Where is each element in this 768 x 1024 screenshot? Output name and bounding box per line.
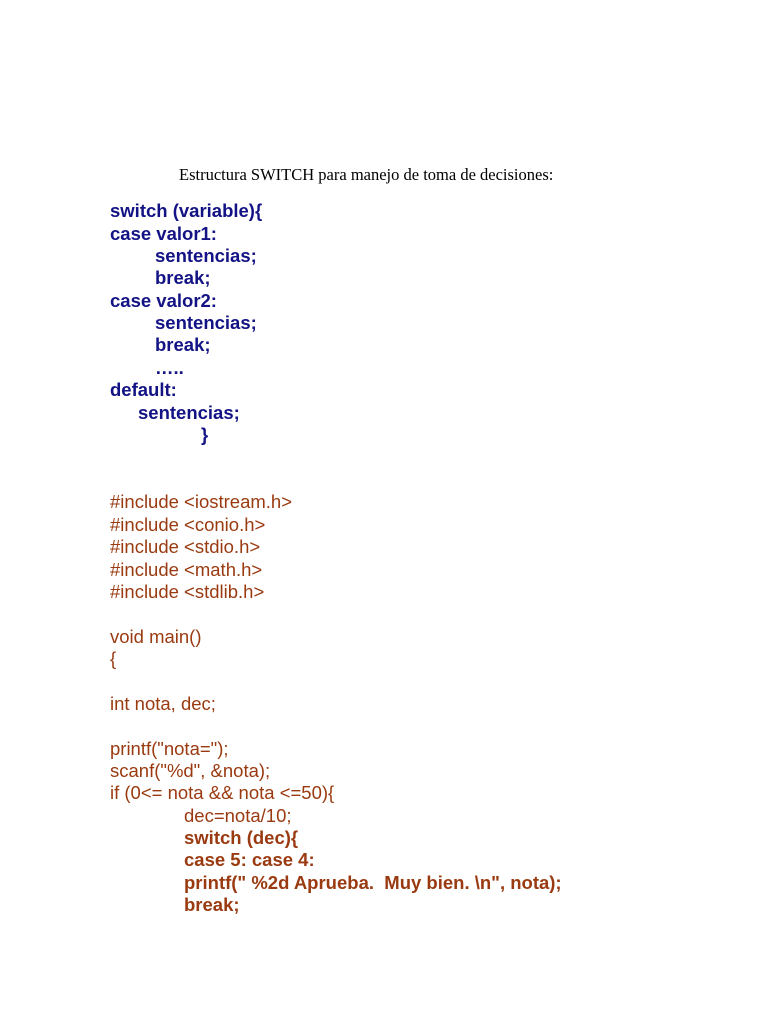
syntax-line: default: xyxy=(110,379,177,400)
syntax-line: break; xyxy=(155,267,211,288)
code-line: #include <stdio.h> xyxy=(110,536,261,557)
code-line: #include <conio.h> xyxy=(110,514,266,535)
syntax-line: switch (variable){ xyxy=(110,200,263,221)
code-line: break; xyxy=(184,894,240,915)
syntax-line: sentencias; xyxy=(155,245,257,266)
code-line: printf("nota="); xyxy=(110,738,229,759)
syntax-line: sentencias; xyxy=(138,402,240,423)
syntax-line: break; xyxy=(155,334,211,355)
syntax-line: case valor1: xyxy=(110,223,217,244)
code-line: #include <stdlib.h> xyxy=(110,581,265,602)
code-line: if (0<= nota && nota <=50){ xyxy=(110,782,335,803)
code-line: #include <iostream.h> xyxy=(110,491,293,512)
syntax-line: sentencias; xyxy=(155,312,257,333)
code-line: #include <math.h> xyxy=(110,559,263,580)
syntax-line: ….. xyxy=(155,357,184,378)
code-line: { xyxy=(110,648,117,669)
code-line: switch (dec){ xyxy=(184,827,299,848)
syntax-line: case valor2: xyxy=(110,290,217,311)
syntax-line: } xyxy=(201,424,209,445)
page-title: Estructura SWITCH para manejo de toma de decisiones: xyxy=(179,165,554,184)
code-line: int nota, dec; xyxy=(110,693,216,714)
code-line: printf(" %2d Aprueba. Muy bien. \n", nota); xyxy=(184,872,562,893)
code-line: scanf("%d", &nota); xyxy=(110,760,271,781)
code-line: void main() xyxy=(110,626,202,647)
code-line: case 5: case 4: xyxy=(184,849,315,870)
code-line: dec=nota/10; xyxy=(184,805,292,826)
